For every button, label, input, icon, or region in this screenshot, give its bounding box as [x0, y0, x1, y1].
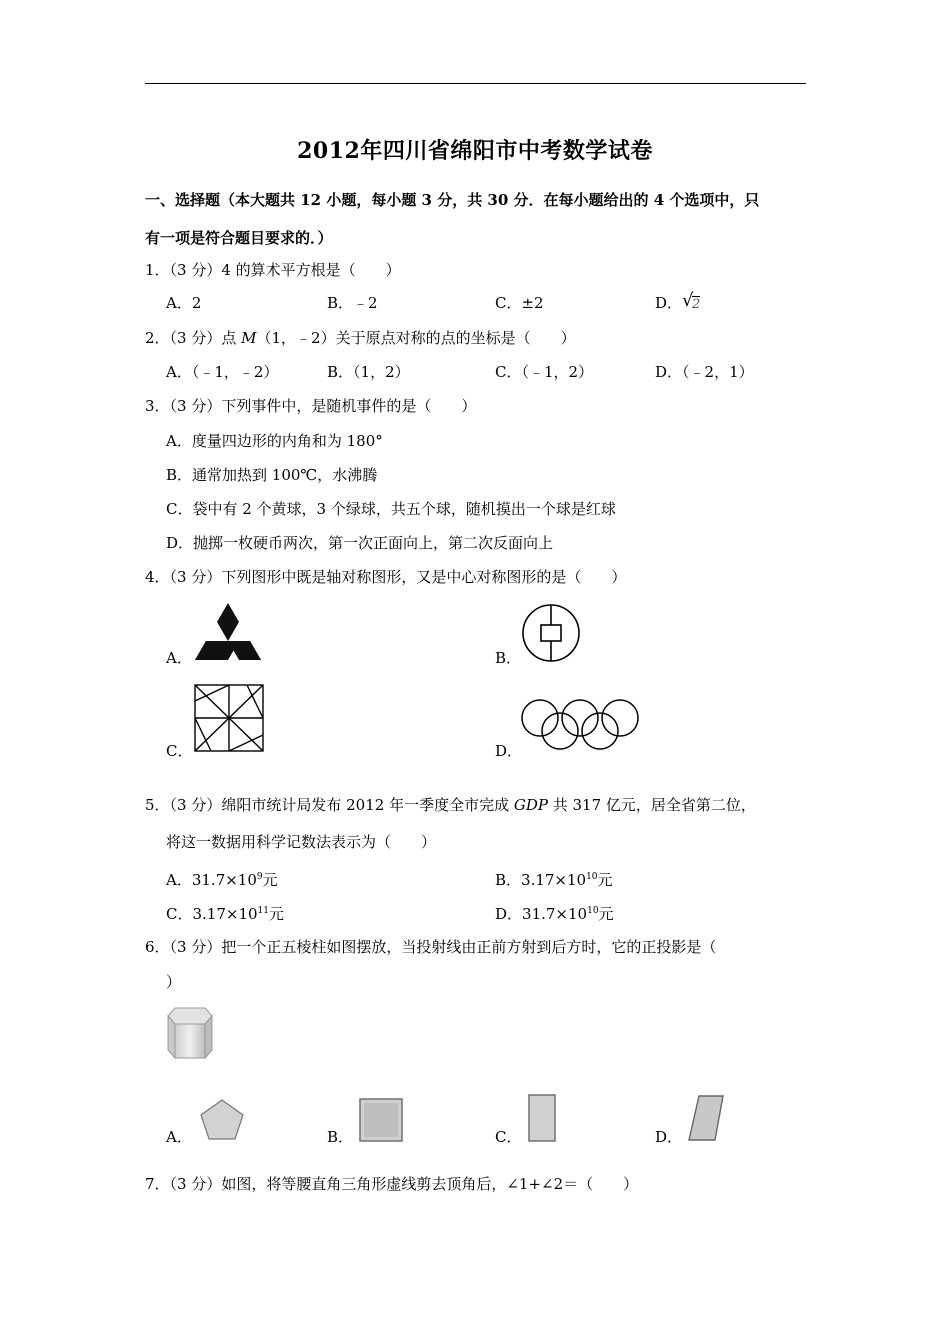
q5-stem1-var: GDP: [513, 796, 548, 814]
q5-stem-line2: 将这一数据用科学记数法表示为（ ）: [166, 833, 437, 851]
section-heading-line1: 一、选择题（本大题共 12 小题，每小题 3 分，共 30 分．在每小题给出的 4 个选项中，只: [145, 191, 760, 209]
q2-option-b: B．（1，2）: [327, 363, 410, 381]
square-projection: [358, 1097, 404, 1143]
q2-option-a: A．（﹣1，﹣2）: [166, 363, 279, 381]
q1-option-d-prefix: D．: [655, 294, 683, 312]
q1-option-d: [655, 290, 701, 315]
q5-option-a: [166, 867, 278, 890]
q5-stem-line1: [145, 795, 756, 815]
q1-option-c: C．±2: [495, 294, 544, 312]
q3-option-d: D．抛掷一枚硬币两次，第一次正面向上，第二次反面向上: [166, 534, 554, 552]
q2-stem-pre: 2．（3 分）点: [145, 329, 242, 347]
q4-option-b: B．: [495, 649, 522, 667]
pinwheel-figure: [193, 683, 265, 753]
q5-b-exp: 10: [586, 872, 598, 882]
olympic-rings-figure: [520, 697, 640, 753]
q2-stem-var: M: [241, 329, 257, 347]
q2-option-d: D．（﹣2，1）: [655, 363, 754, 381]
q2-stem: [145, 328, 576, 348]
q5-d-unit: 元: [598, 905, 614, 923]
q6-option-d: D．: [655, 1128, 683, 1146]
q5-stem1-pre: 5．（3 分）绵阳市统计局发布 2012 年一季度全市完成: [145, 796, 514, 814]
q5-d-exp: 10: [587, 906, 599, 916]
parallelogram-projection: [687, 1094, 725, 1142]
page-title: 2012年四川省绵阳市中考数学试卷: [297, 138, 653, 164]
q5-b-unit: 元: [597, 871, 613, 889]
q4-stem: 4．（3 分）下列图形中既是轴对称图形，又是中心对称图形的是（ ）: [145, 568, 627, 586]
q6-stem-line2: ）: [166, 973, 182, 991]
q6-option-b: B．: [327, 1128, 354, 1146]
sqrt-symbol: √ 2: [682, 290, 701, 312]
q4-option-a: A．: [166, 649, 192, 667]
q5-option-d: [495, 901, 614, 924]
q1-option-a: A．2: [166, 294, 202, 312]
q6-option-a: A．: [166, 1128, 192, 1146]
q2-stem-post: （1，﹣2）关于原点对称的点的坐标是（ ）: [256, 329, 576, 347]
q3-stem: 3．（3 分）下列事件中，是随机事件的是（ ）: [145, 397, 477, 415]
q2-option-c: C．（﹣1，2）: [495, 363, 594, 381]
q1-option-b: B．﹣2: [327, 294, 378, 312]
q3-option-c: C．袋中有 2 个黄球，3 个绿球，共五个球，随机摸出一个球是红球: [166, 500, 616, 518]
pentagon-projection: [198, 1098, 246, 1142]
coin-figure: [520, 602, 582, 664]
pentagonal-prism-figure: [165, 1004, 215, 1062]
q1-option-d-radicand: 2: [692, 297, 701, 312]
three-diamonds-figure: [193, 603, 263, 661]
q5-a-unit: 元: [262, 871, 278, 889]
q5-b-base: B．3.17×10: [495, 871, 587, 889]
q5-a-exp: 9: [256, 872, 263, 882]
header-rule: [145, 83, 806, 84]
q5-stem1-post: 共 317 亿元，居全省第二位，: [547, 796, 756, 814]
section-heading-line2: 有一项是符合题目要求的．）: [145, 229, 333, 247]
q5-option-c: [166, 901, 284, 924]
q4-option-d: D．: [495, 742, 523, 760]
q5-c-unit: 元: [268, 905, 284, 923]
q3-option-b: B．通常加热到 100℃，水沸腾: [166, 466, 378, 484]
q5-c-exp: 11: [257, 906, 269, 916]
q5-a-base: A．31.7×10: [166, 871, 257, 889]
q5-option-b: [495, 867, 613, 890]
q6-option-c: C．: [495, 1128, 522, 1146]
q6-stem-line1: 6．（3 分）把一个正五棱柱如图摆放，当投射线由正前方射到后方时，它的正投影是（: [145, 938, 717, 956]
q5-c-base: C．3.17×10: [166, 905, 258, 923]
rectangle-projection: [527, 1093, 557, 1143]
q1-stem: 1．（3 分）4 的算术平方根是（ ）: [145, 261, 401, 279]
q7-stem: 7．（3 分）如图，将等腰直角三角形虚线剪去顶角后，∠1+∠2＝（ ）: [145, 1175, 639, 1193]
q3-option-a: A．度量四边形的内角和为 180°: [166, 432, 383, 450]
q5-d-base: D．31.7×10: [495, 905, 588, 923]
q4-option-c: C．: [166, 742, 193, 760]
